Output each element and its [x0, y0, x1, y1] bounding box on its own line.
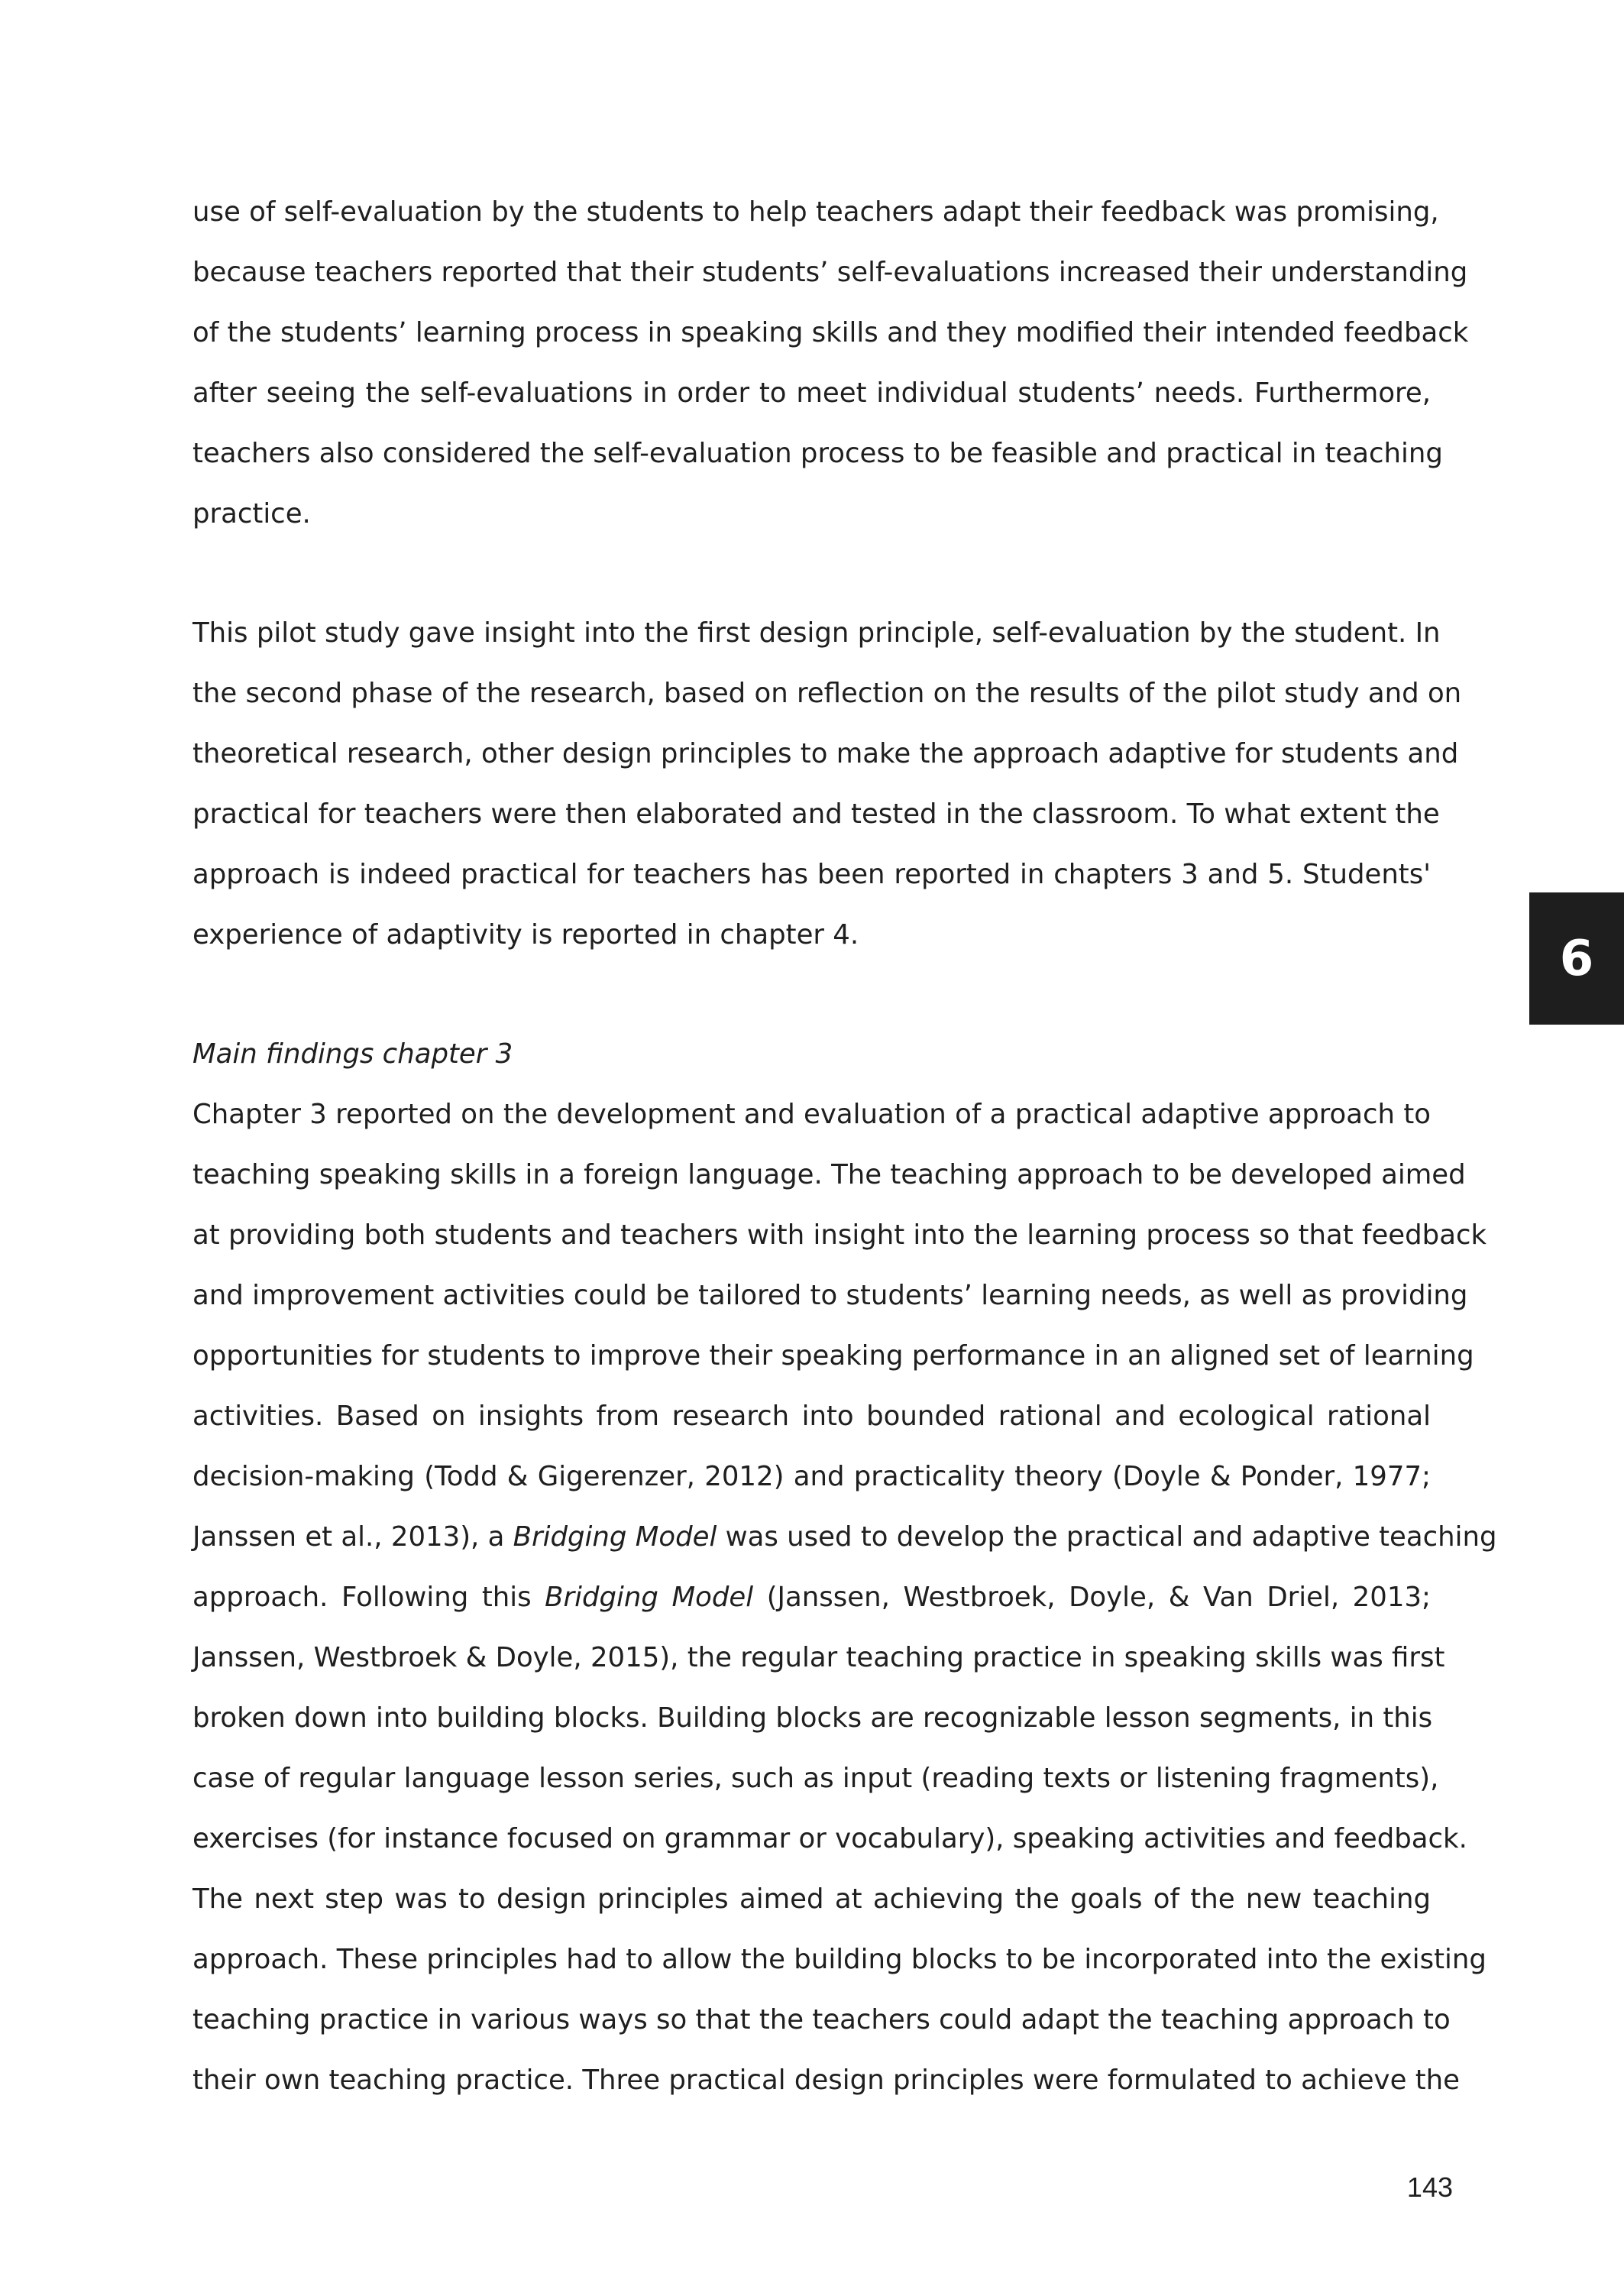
text-line: use of self-evaluation by the students to help teachers adapt their feedback was promising,: [192, 196, 1439, 228]
text-line: teaching speaking skills in a foreign language. The teaching approach to be developed aimed: [192, 1159, 1466, 1190]
text-line: at providing both students and teachers with insight into the learning process so that feedback: [192, 1219, 1487, 1251]
section-heading: [192, 1024, 1431, 1084]
text-line: and improvement activities could be tailored to students’ learning needs, as well as providing: [192, 1280, 1468, 1311]
text-line: after seeing the self-evaluations in order to meet individual students’ needs. Furthermore,: [192, 377, 1431, 409]
text-line-with-italic: [192, 1567, 1431, 1627]
text-line: The next step was to design principles aimed at achieving the goals of the new teaching: [192, 1883, 1431, 1915]
line-text-before: Janssen et al., 2013), a: [192, 1521, 513, 1553]
text-line: practical for teachers were then elaborated and tested in the classroom. To what extent the: [192, 798, 1440, 830]
text-line: opportunities for students to improve their speaking performance in an aligned set of learning: [192, 1340, 1474, 1372]
line-text-before: approach. Following this: [192, 1582, 545, 1613]
text-line: theoretical research, other design principles to make the approach adaptive for students and: [192, 738, 1459, 769]
text-line: Chapter 3 reported on the development and evaluation of a practical adaptive approach to: [192, 1099, 1431, 1130]
text-line: teachers also considered the self-evaluation process to be feasible and practical in teaching: [192, 438, 1443, 469]
text-line: of the students’ learning process in speaking skills and they modified their intended feedback: [192, 317, 1469, 348]
text-line: practice.: [192, 498, 311, 530]
italic-term: Bridging Model: [545, 1582, 754, 1613]
text-line: approach. These principles had to allow the building blocks to be incorporated into the existing: [192, 1944, 1487, 1975]
line-text-after: was used to develop the practical and adaptive teaching: [717, 1521, 1497, 1553]
text-line: because teachers reported that their students’ self-evaluations increased their understanding: [192, 257, 1468, 288]
chapter-tab-number: 6: [1559, 930, 1594, 987]
text-line: experience of adaptivity is reported in chapter 4.: [192, 919, 859, 951]
paragraph-pilot-study: [192, 603, 1462, 965]
italic-term: Bridging Model: [513, 1521, 717, 1553]
text-line-with-italic: [192, 1507, 1497, 1567]
text-line: activities. Based on insights from research into bounded rational and ecological rational: [192, 1401, 1431, 1432]
text-line: exercises (for instance focused on grammar or vocabulary), speaking activities and feedback.: [192, 1823, 1467, 1854]
chapter-tab: [1529, 892, 1624, 1025]
page-number: 143: [1406, 2172, 1453, 2203]
text-line: approach is indeed practical for teachers has been reported in chapters 3 and 5. Students': [192, 859, 1431, 890]
text-line: broken down into building blocks. Building blocks are recognizable lesson segments, in this: [192, 1702, 1433, 1734]
text-line: case of regular language lesson series, such as input (reading texts or listening fragments),: [192, 1763, 1439, 1794]
text-line: their own teaching practice. Three practical design principles were formulated to achieve the: [192, 2065, 1460, 2096]
paragraph-self-evaluation: [192, 182, 1469, 544]
text-line: Janssen, Westbroek & Doyle, 2015), the regular teaching practice in speaking skills was first: [192, 1642, 1445, 1673]
text-line: teaching practice in various ways so that the teachers could adapt the teaching approach to: [192, 2004, 1451, 2036]
section-heading-text: Main findings chapter 3: [192, 1038, 513, 1070]
section-main-findings: [192, 1024, 1497, 2110]
text-line: the second phase of the research, based on reflection on the results of the pilot study and on: [192, 678, 1462, 709]
text-line: decision-making (Todd & Gigerenzer, 2012) and practicality theory (Doyle & Ponder, 1977;: [192, 1461, 1431, 1492]
line-text-after: (Janssen, Westbroek, Doyle, & Van Driel, 2013;: [753, 1582, 1431, 1613]
text-line: This pilot study gave insight into the first design principle, self-evaluation by the student. In: [192, 617, 1441, 649]
